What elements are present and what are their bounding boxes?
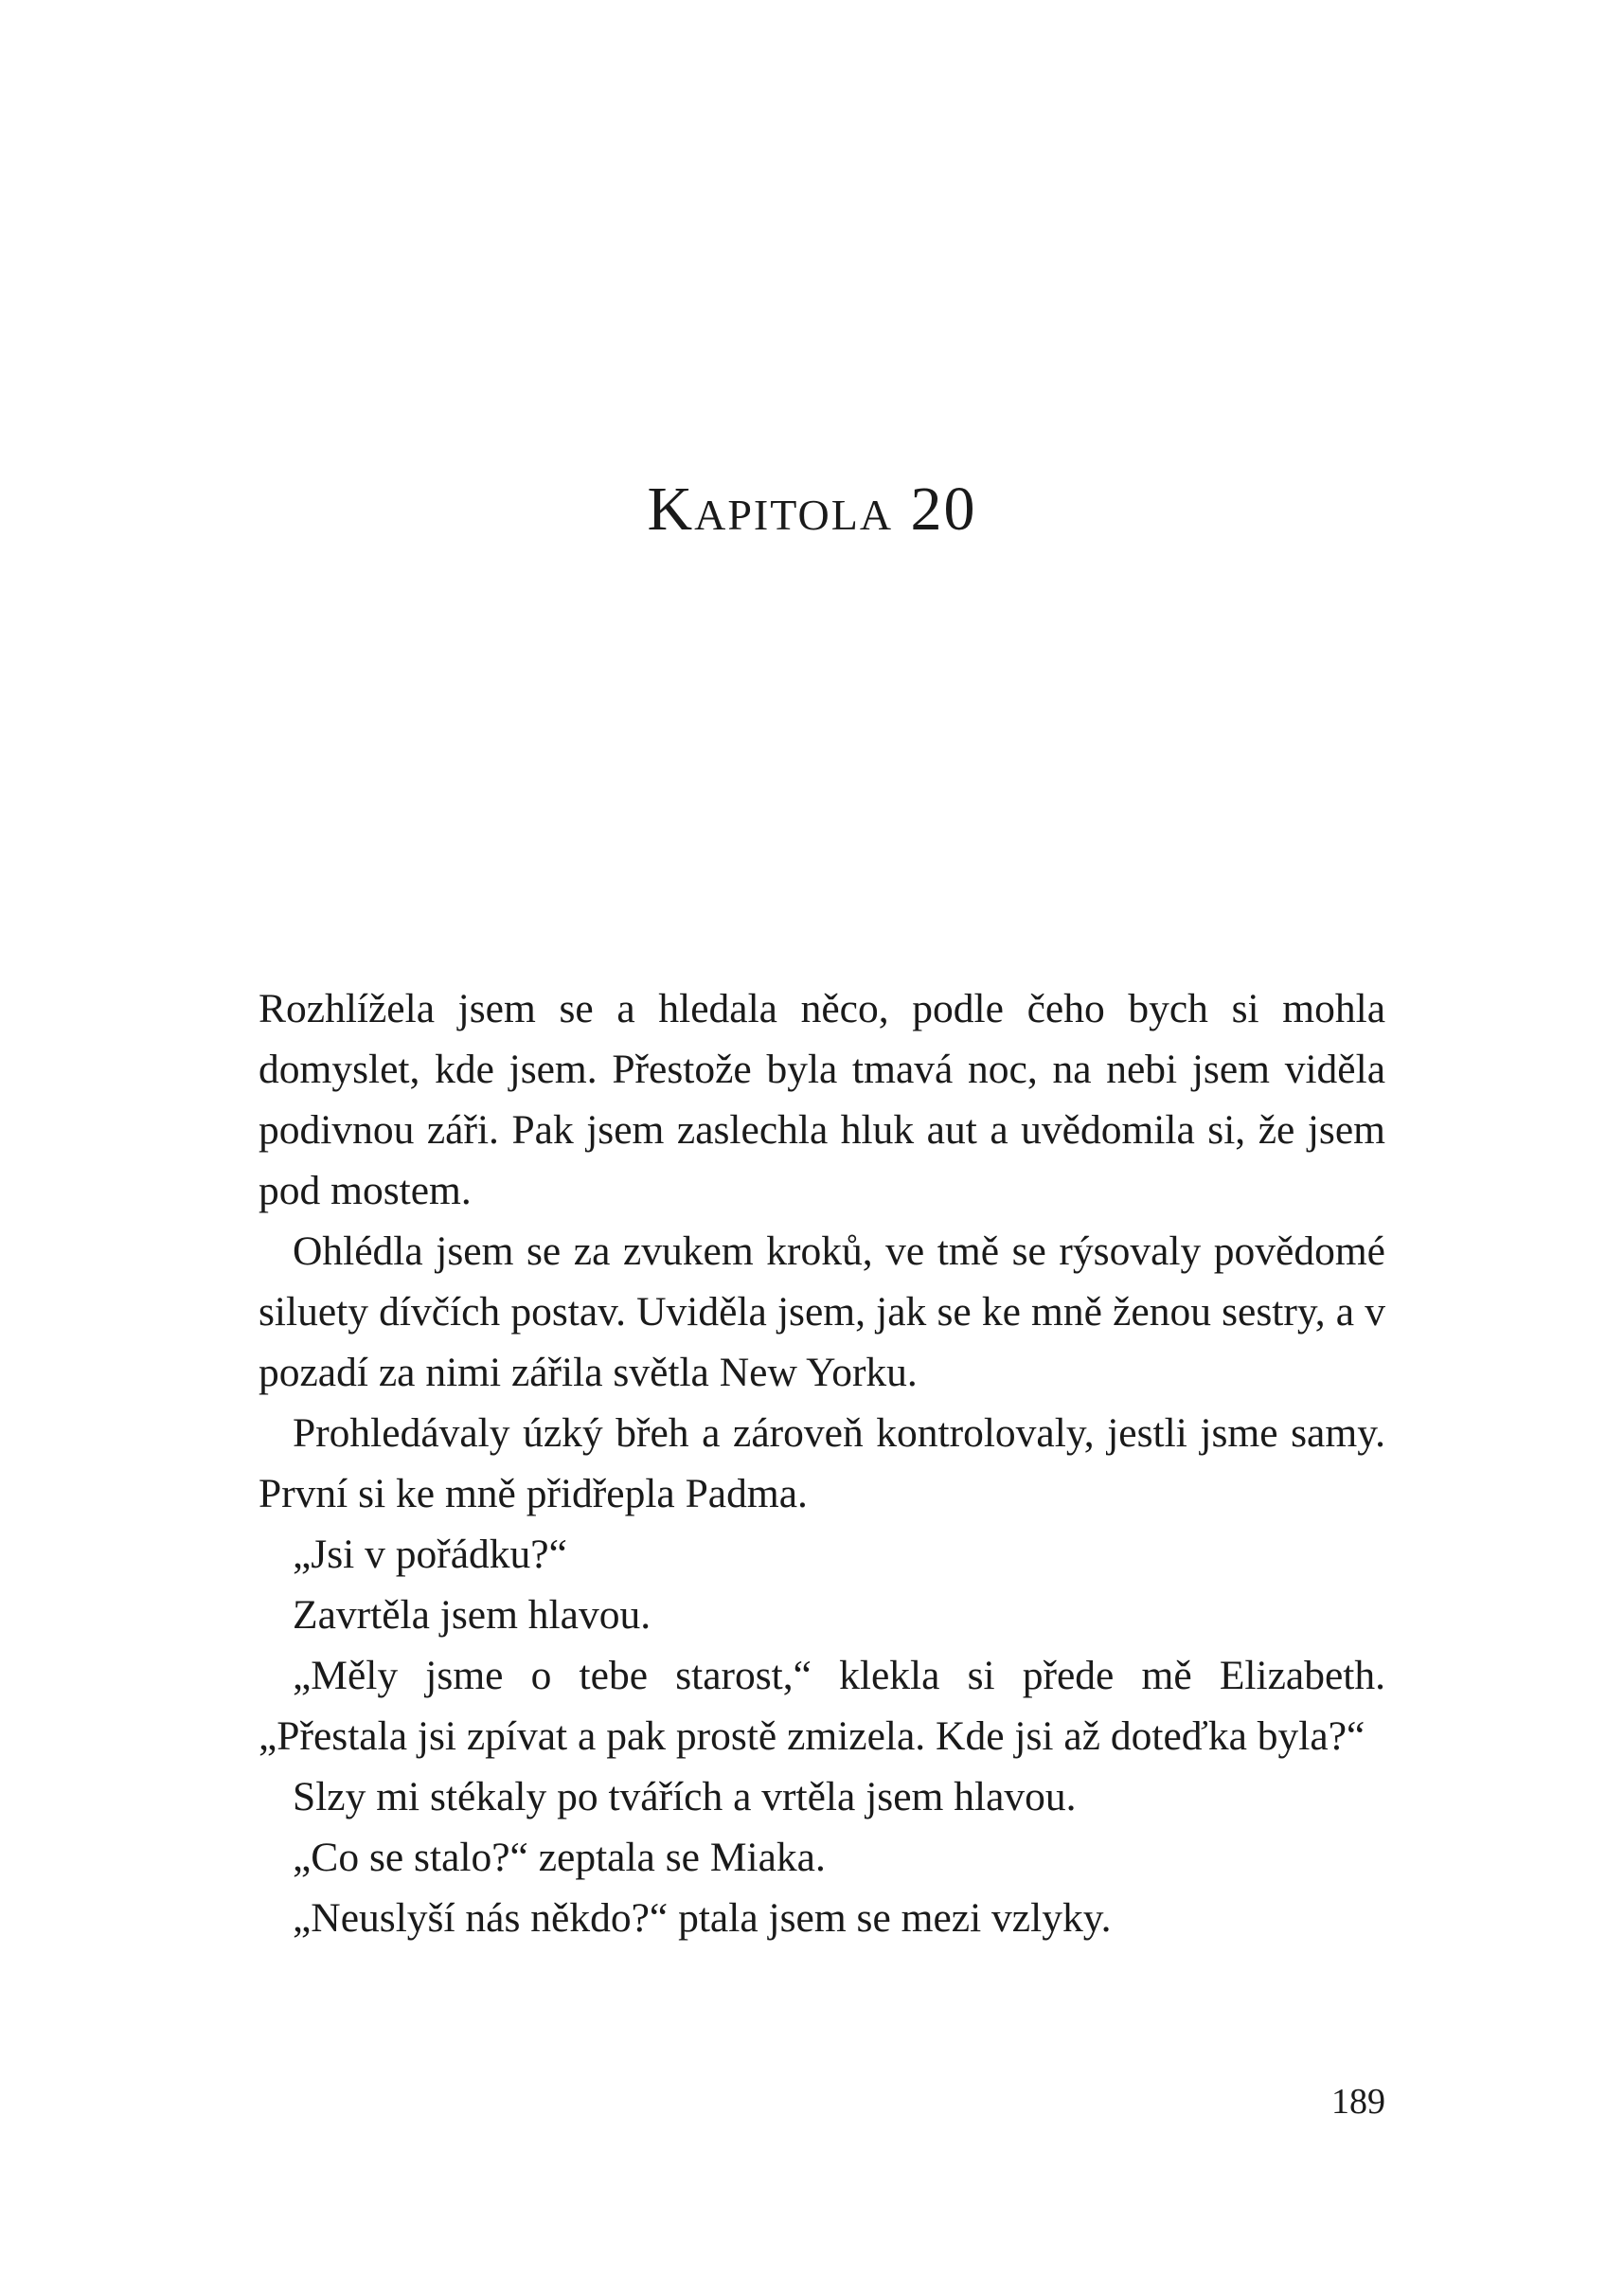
paragraph: „Jsi v pořádku?“: [293, 1532, 567, 1577]
paragraph: Ohlédla jsem se za zvukem kroků, ve tmě se rýsovaly povědomé siluety dívčích postav. Uviděla jsem, jak se ke mně ženou sestry, a v pozadí za nimi zářila světla New Yorku.: [259, 1228, 1385, 1395]
page-number: 189: [1331, 2082, 1385, 2122]
paragraph: Prohledávaly úzký břeh a zároveň kontrolovaly, jestli jsme samy. První si ke mně přidřepla Padma.: [259, 1410, 1385, 1516]
paragraph: Rozhlížela jsem se a hledala něco, podle čeho bych si mohla domyslet, kde jsem. Přestože byla tmavá noc, na nebi jsem viděla podivnou záři. Pak jsem zaslechla hluk aut a uvědomila si, že jsem pod mostem.: [259, 986, 1385, 1213]
body-text: [259, 978, 1385, 1948]
paragraph: Zavrtěla jsem hlavou.: [293, 1592, 651, 1638]
chapter-title: Kapitola 20: [647, 475, 977, 544]
paragraph: „Neuslyší nás někdo?“ ptala jsem se mezi vzlyky.: [293, 1895, 1112, 1941]
paragraph: „Měly jsme o tebe starost,“ klekla si přede mě Elizabeth. „Přestala jsi zpívat a pak prostě zmizela. Kde jsi až doteďka byla?“: [259, 1653, 1385, 1759]
paragraph: Slzy mi stékaly po tvářích a vrtěla jsem hlavou.: [293, 1774, 1077, 1819]
paragraph: „Co se stalo?“ zeptala se Miaka.: [293, 1835, 826, 1880]
